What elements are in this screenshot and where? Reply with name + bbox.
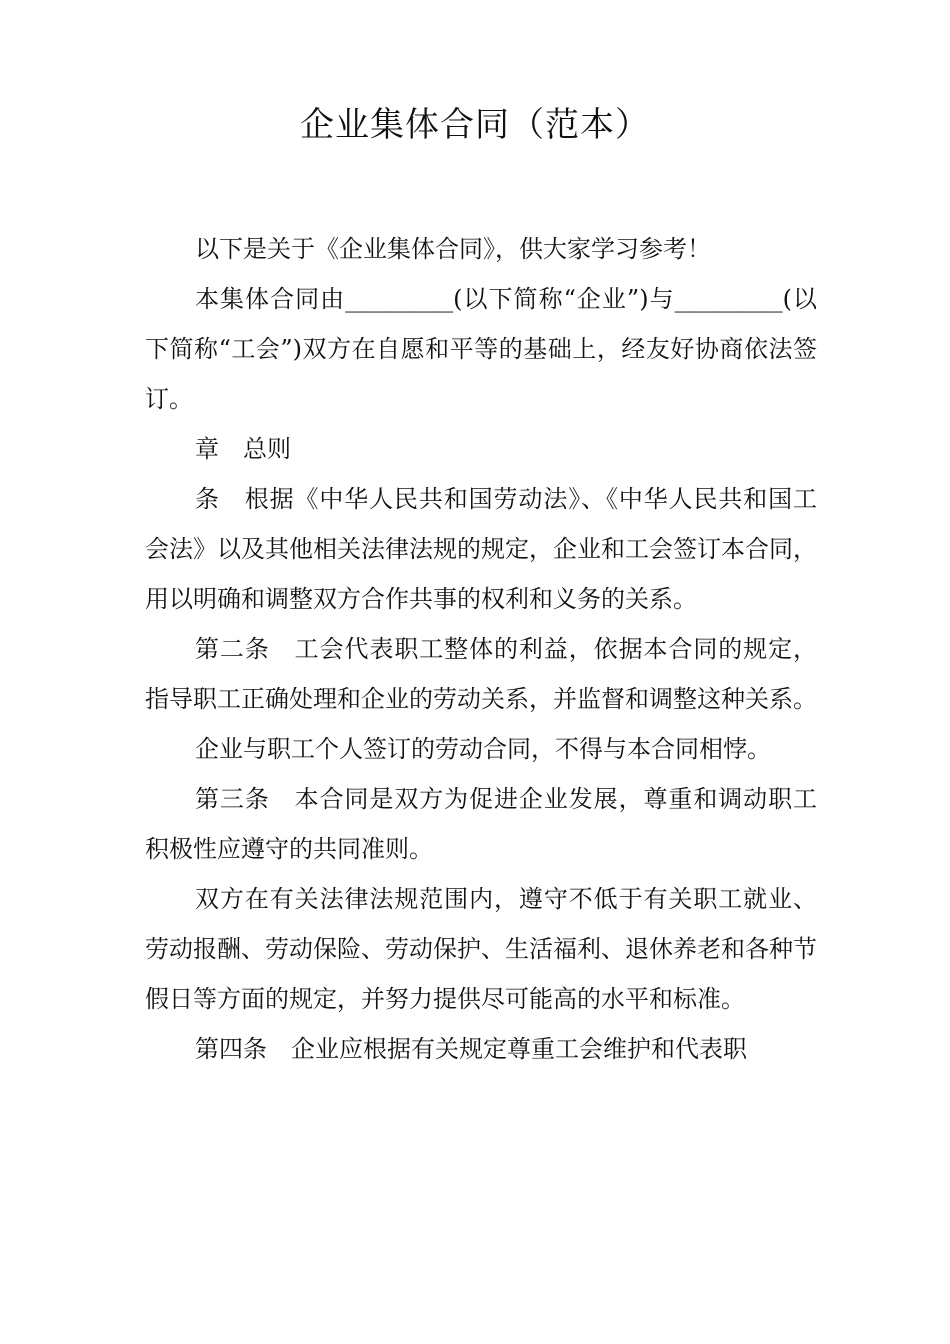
article-4-paragraph: 第四条 企业应根据有关规定尊重工会维护和代表职 [195, 1035, 747, 1063]
intro-paragraph: 以下是关于《企业集体合同》，供大家学习参考！ [195, 235, 711, 263]
chapter-heading: 章 总则 [195, 435, 291, 463]
preamble-paragraph: 本集体合同由_________(以下简称“企业”)与_________(以下简称“工会”)双方在自愿和平等的基础上，经友好协商依法签订。 [145, 285, 817, 413]
article-3-paragraph: 第三条 本合同是双方为促进企业发展，尊重和调动职工积极性应遵守的共同准则。 [145, 785, 817, 863]
document-title: 企业集体合同（范本） [300, 105, 650, 145]
article-2-paragraph: 第二条 工会代表职工整体的利益，依据本合同的规定，指导职工正确处理和企业的劳动关系，并监督和调整这种关系。 [145, 635, 817, 713]
article-3-detail-paragraph: 双方在有关法律法规范围内，遵守不低于有关职工就业、劳动报酬、劳动保险、劳动保护、生活福利、退休养老和各种节假日等方面的规定，并努力提供尽可能高的水平和标准。 [145, 885, 817, 1013]
article-2-note-paragraph: 企业与职工个人签订的劳动合同，不得与本合同相悖。 [195, 735, 771, 763]
article-1-paragraph: 条 根据《中华人民共和国劳动法》、《中华人民共和国工会法》以及其他相关法律法规的规定，企业和工会签订本合同，用以明确和调整双方合作共事的权利和义务的关系。 [145, 485, 817, 613]
document-body [145, 224, 817, 1074]
